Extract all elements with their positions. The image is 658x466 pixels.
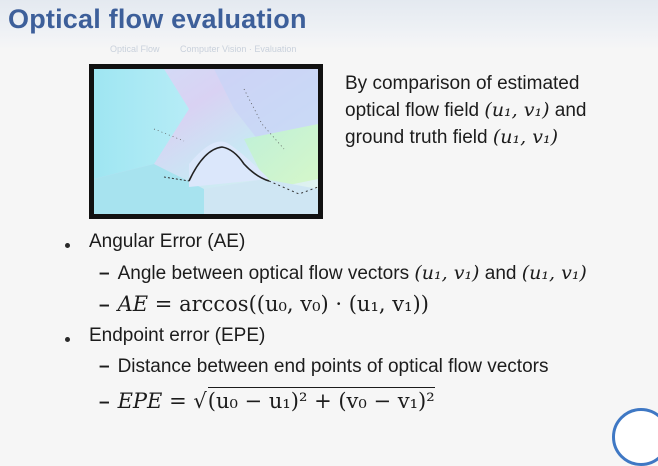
sub-bullet-distance-text: Distance between end points of optical flow vectors — [117, 356, 549, 377]
faint-header-left: Optical Flow — [110, 44, 160, 54]
bullet-angular-error: Angular Error (AE) — [89, 231, 246, 252]
bullet-endpoint-error: Endpoint error (EPE) — [89, 325, 266, 346]
logo-badge-icon — [612, 408, 658, 466]
formula-ae-lhs: AE — [117, 292, 149, 316]
sub-bullet-angle-math-a: (u₁, v₁) — [414, 262, 480, 284]
formula-ae — [99, 292, 429, 317]
sub-bullet-distance — [99, 356, 548, 378]
formula-epe-eq: = — [169, 389, 187, 413]
formula-ae-rhs: arccos((u₀, v₀) · (u₁, v₁)) — [179, 292, 429, 316]
bullet-dot-epe — [65, 337, 70, 342]
sub-bullet-angle-and: and — [484, 263, 517, 284]
faint-header-right: Computer Vision · Evaluation — [180, 44, 297, 54]
formula-epe — [99, 387, 435, 414]
flow-figure — [89, 64, 323, 219]
sub-bullet-angle — [99, 262, 587, 285]
dash-marker: – — [99, 295, 110, 316]
dash-marker: – — [99, 392, 110, 413]
dash-marker: – — [99, 263, 110, 284]
dash-marker: – — [99, 356, 110, 377]
intro-line-3 — [345, 124, 655, 151]
sub-bullet-angle-text: Angle between optical flow vectors — [117, 263, 410, 284]
formula-epe-radicand: (u₀ − u₁)² + (v₀ − v₁)² — [207, 389, 435, 413]
sub-bullet-angle-math-b: (u₁, v₁) — [521, 262, 587, 284]
intro-line-3-math: (u₁, v₁) — [492, 126, 558, 148]
optical-flow-color-map — [94, 69, 318, 214]
intro-line-2 — [345, 97, 655, 124]
sqrt-sign: √ — [193, 389, 207, 413]
formula-epe-lhs: EPE — [117, 389, 163, 413]
intro-line-3-text: ground truth field — [345, 127, 488, 148]
intro-line-1: By comparison of estimated — [345, 73, 580, 94]
intro-text — [345, 70, 655, 151]
intro-line-2-math: (u₁, v₁) — [484, 99, 550, 121]
formula-ae-eq: = — [154, 292, 173, 316]
bullet-dot-ae — [65, 243, 70, 248]
slide-title: Optical flow evaluation — [8, 4, 307, 34]
intro-line-2-tail: and — [554, 100, 587, 121]
intro-line-2-text: optical flow field — [345, 100, 480, 121]
